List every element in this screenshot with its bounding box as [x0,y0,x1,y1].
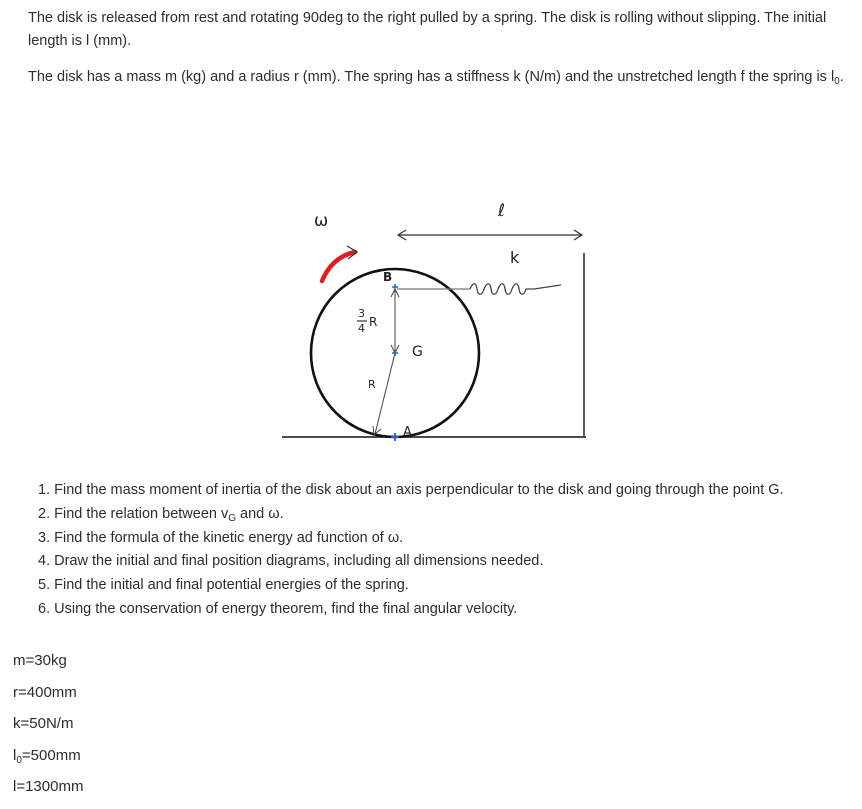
task-item [38,479,784,503]
task-item [38,527,784,551]
radius-lower-label: R [368,378,376,391]
task-number: 5. [38,577,51,594]
disk-spring-figure [270,190,600,455]
task-list [38,479,784,622]
task-text: Find the mass moment of inertia of the disk about an axis perpendicular to the disk and going through the point G. [54,482,784,498]
given-radius: r=400mm [13,683,77,701]
problem-statement-1: The disk is released from rest and rotating 90deg to the right pulled by a spring. The disk is rolling without slipping. The initial length is l (mm). [28,10,827,49]
fraction-denominator: 4 [358,322,365,335]
l0-subscript: 0 [834,76,840,87]
point-g-label: G [412,344,423,360]
length-label: ℓ [498,201,506,221]
rotation-arrow [322,252,355,281]
task-item [38,503,784,527]
given-mass: m=30kg [13,652,67,669]
task-item [38,598,784,622]
task-text: Draw the initial and final position diagrams, including all dimensions needed. [54,553,544,570]
task-item [38,574,784,598]
point-g-marker [392,350,398,356]
problem-statement-2 [28,66,848,89]
point-a-label: A [403,425,412,440]
task-text: Find the formula of the kinetic energy ad function of ω. [54,529,404,546]
radius-line [375,353,395,434]
given-l0-subscript: 0 [16,754,22,766]
given-l0-symbol: l [13,746,17,764]
task-text: Using the conservation of energy theorem, find the final angular velocity. [54,600,518,617]
task-text: Find the relation between v [54,505,229,522]
task-number: 4. [38,553,51,570]
task-text-tail: and ω. [236,505,284,522]
radius-upper-label: R [369,315,378,329]
point-a-marker [391,433,399,441]
given-stiffness: k=50N/m [13,715,74,732]
task-subscript: G [228,512,237,524]
omega-label: ω [314,211,329,231]
point-b-label: B [383,270,393,284]
fraction-numerator: 3 [358,307,365,320]
task-number: 6. [38,600,51,617]
problem-statement-2-text: The disk has a mass m (kg) and a radius r (mm). The spring has a stiffness k (N/m) and the unstretched length f the spring is l [28,69,835,85]
given-l0-value: =500mm [21,746,81,764]
spring-coil [470,284,561,295]
problem-statement-2-end: . [839,69,844,85]
task-text: Find the initial and final potential energies of the spring. [54,577,409,594]
spring-label: k [510,248,520,267]
task-number: 2. [38,505,51,522]
given-unstretched-length [13,746,83,778]
task-number: 3. [38,529,51,546]
given-values [13,651,83,809]
task-item [38,550,784,574]
given-initial-length: l=1300mm [13,778,84,795]
task-number: 1. [38,482,51,498]
